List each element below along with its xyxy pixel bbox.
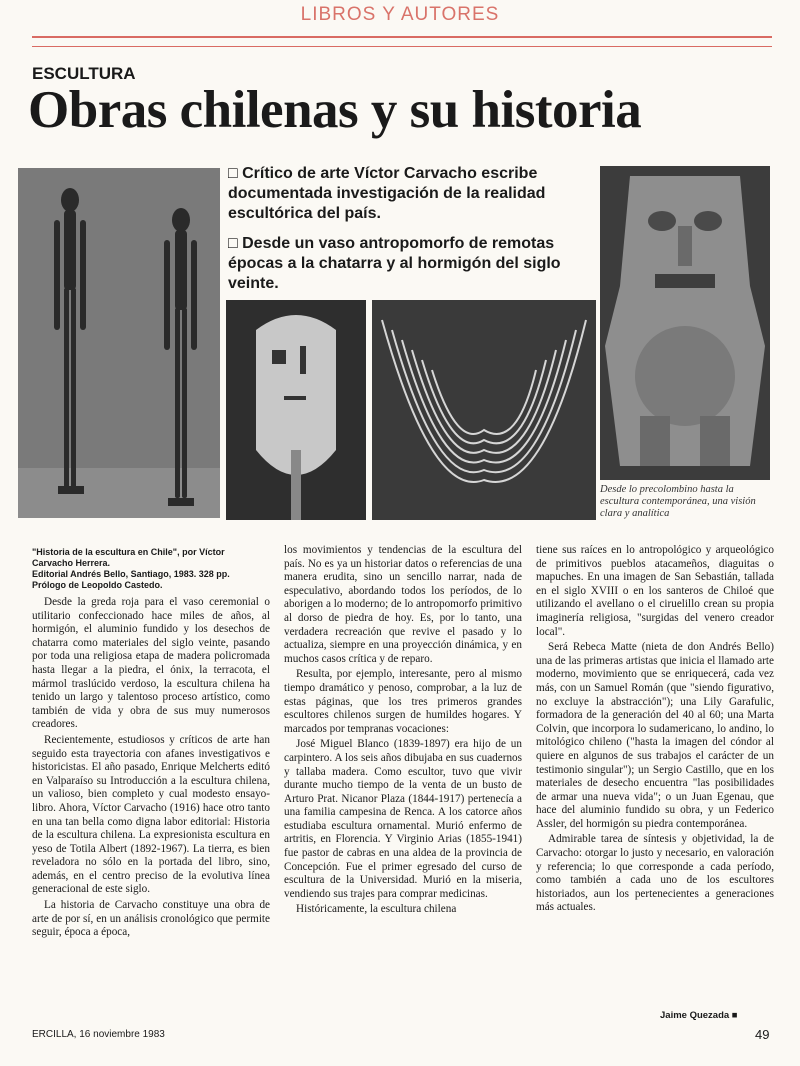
author-signature: Jaime Quezada ■ xyxy=(660,1010,738,1021)
page-number: 49 xyxy=(755,1027,770,1042)
photo-caption: Desde lo precolombino hasta la escultura contemporánea, una visión clara y analítica xyxy=(600,484,756,519)
footer-publication: ERCILLA, 16 noviembre 1983 xyxy=(32,1029,165,1040)
book-info-prologue: Prólogo de Leopoldo Castedo. xyxy=(32,580,163,590)
deck-line-1: □ Crítico de arte Víctor Carvacho escribe documentada investigación de la realidad escultórica del país. xyxy=(228,165,546,222)
header-rule-top xyxy=(32,36,772,38)
col2-paragraph: Resulta, por ejemplo, interesante, pero al mismo tiempo dramático y penoso, comprobar, a la luz de estas páginas, que los tres primeros grandes escultores chilenos surgen de humildes hogares. Y marcados por tempranas vocaciones: xyxy=(284,668,522,735)
deck-line-2: □ Desde un vaso antropomorfo de remotas épocas a la chatarra y al hormigón del siglo veinte. xyxy=(228,235,561,292)
book-info xyxy=(32,547,262,591)
sculpture-photo-face xyxy=(226,300,366,520)
col1-paragraph: La historia de Carvacho constituye una obra de arte de por sí, en un análisis cronológico que permite seguir, época a época, xyxy=(32,899,270,939)
header-rule-bottom xyxy=(32,46,772,47)
section-label: ESCULTURA xyxy=(32,64,136,83)
col2-paragraph: Históricamente, la escultura chilena xyxy=(296,903,457,916)
col1-paragraph: Desde la greda roja para el vaso ceremonial o utilitario confeccionado hace miles de años, al hormigón, el aluminio fundido y los desechos de chatarra como materiales del siglo veinte, pasando por toda una religiosa etapa de madera policromada hasta llegar a la piedra, el ónix, la terracota, el mármol traslúcido verdoso, la escultura chilena ha tenido un largo y talentoso proceso artístico, como también de vida y obra de sus muy numerosos creadores. xyxy=(32,596,270,731)
sculpture-photo-precolumbian xyxy=(600,166,770,480)
col2-paragraph: José Miguel Blanco (1839-1897) era hijo de un carpintero. A los seis años dibujaba en sus cuadernos y tallaba madera. Como escultor, tuvo que vivir durante mucho tiempo de la venta de un busto de Arturo Prat. Nicanor Plaza (1844-1917) pertenecía a una familia campesina de Renca. A los catorce años estudiaba escultura ornamental. Murió enfermo de artritis, en Florencia. Y Virginio Arias (1855-1941) fue pastor de cabras en una aldea de la provincia de Concepción. Fue el primer egresado del curso de escultura de la Universidad. Murió en la miseria, vendiendo sus trajes para comprar medicinas. xyxy=(284,738,522,900)
col2-paragraph: los movimientos y tendencias de la escultura del país. No es ya un historiar datos o referencias de una manera erudita, sino un sencillo narrar, nada de especulativo, abordando todos los períodos, de lo aborigen a lo moderno; de lo antropomorfo primitivo al dorso de piedra de hoy. Es, por lo tanto, una verdadera recreación que revive el pasado y lo actualiza, siempre en una proyección dinámica, y en muchos casos crítica y de reparo. xyxy=(284,544,522,665)
article-column-1 xyxy=(32,596,270,940)
book-info-title: "Historia de la escultura en Chile", por Víctor Carvacho Herrera. xyxy=(32,547,225,568)
headline: Obras chilenas y su historia xyxy=(28,81,642,139)
running-head: LIBROS Y AUTORES xyxy=(300,4,500,25)
col3-paragraph: Será Rebeca Matte (nieta de don Andrés Bello) una de las primeras artistas que inicia el llamado arte moderno, movimiento que se enriquecerá, cada vez más, con un Samuel Román (que "siendo figurativo, no excluye la abstracción"); una Lily Garafulic, formadora de la generación del 40 al 60; una Marta Colvin, que incorpora lo sudamericano, lo andino, lo mitológico chileno ("hasta la imagen del cóndor al quiere en algunos de sus trabajos el carácter de un testimonio singular"); un Sergio Castillo, que en los materiales de desecho encuentra "las posibilidades de armar una nueva vida"; o un Juan Egenau, que hace del aluminio fundido su obra, y un Federico Assler, del hormigón su piedra contemporánea. xyxy=(536,641,774,830)
book-info-publisher: Editorial Andrés Bello, Santiago, 1983. 328 pp. xyxy=(32,569,230,579)
article-column-3 xyxy=(536,544,774,915)
article-column-2 xyxy=(284,544,522,917)
col3-paragraph: tiene sus raíces en lo antropológico y arqueológico de primitivos pueblos atacameños, diaguitas o mapuches. En una imagen de San Sebastián, tallada en el siglo XVIII o en los santeros de Chiloé que utilizando el avellano o el ciruelillo crean su propia imaginería religiosa, "surgidas del venero creador local". xyxy=(536,544,774,638)
sculpture-photo-figures xyxy=(18,168,220,518)
col1-paragraph: Recientemente, estudiosos y críticos de arte han seguido esta trayectoria con afanes investigativos e historicistas. El año pasado, Enrique Melcherts editó en Valparaíso su Introducción a la escultura chilena, un valioso, bien completo y cual modesto ensayo-libro. Ahora, Víctor Carvacho (1916) hace otro tanto en una tan bella como digna labor editorial: Historia de la escultura chilena. La expresionista escultura en yeso de Totila Albert (1892-1967). La tierra, es bien reveladora no sólo en la portada del libro, sino, además, en el centro preciso de la evolutiva línea generacional de este siglo. xyxy=(32,733,270,896)
col3-paragraph: Admirable tarea de síntesis y objetividad, la de Carvacho: otorgar lo justo y necesario, en valoración y referencia; lo que corresponde a cada período, como también a cada uno de los escultores historiados, aun los pertenecientes a generaciones más actuales. xyxy=(536,833,774,914)
sculpture-photo-abstract xyxy=(372,300,596,520)
